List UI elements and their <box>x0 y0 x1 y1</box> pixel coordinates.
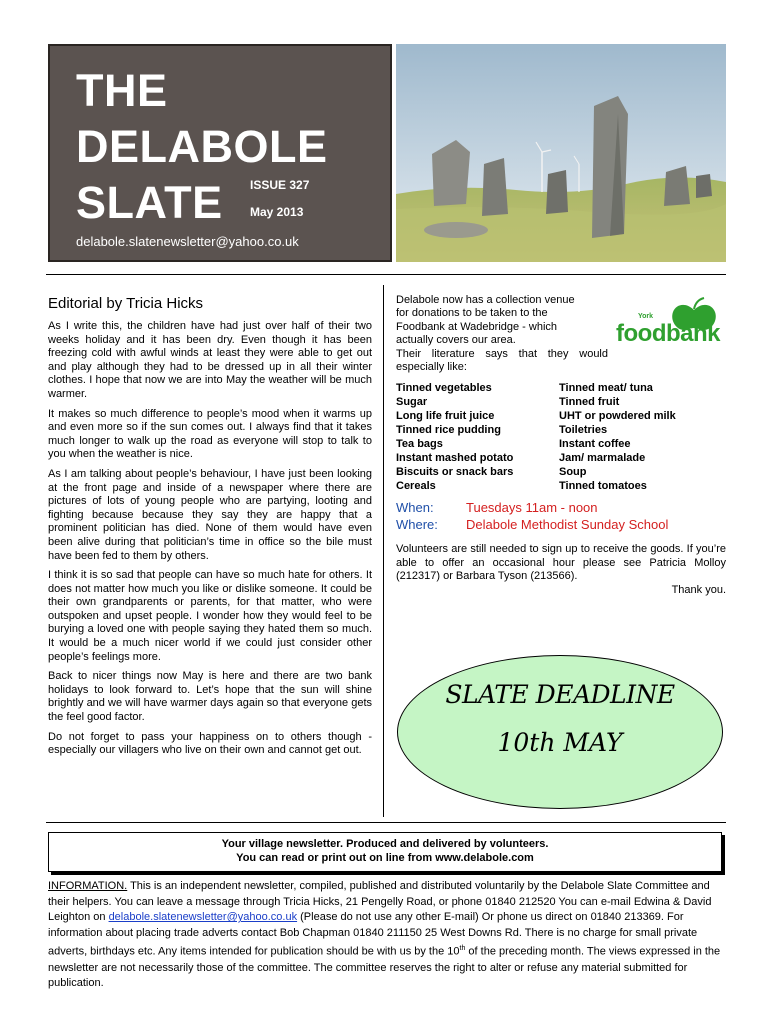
where-value: Delabole Methodist Sunday School <box>466 517 669 533</box>
bottom-rule <box>46 822 726 823</box>
foodbank-intro-cont: Their literature says that they would especially like: <box>396 347 608 374</box>
foodbank-logo <box>616 296 731 361</box>
masthead-title-line3: SLATE <box>76 177 223 228</box>
foodbank-intro-line: actually covers our area. <box>396 334 516 347</box>
masthead-title-line2: DELABOLE <box>76 121 328 172</box>
editorial-paragraph: As I am talking about people’s behaviour, I have just been looking at the front page and inside of a newspaper where there are pictures of lots of young people who are partying, looting and fighting because because they say they are happy that a prominent politician has died. None of them would have even been alive during that politician’s time in office so the bile must have been fed to them by others. <box>48 467 372 562</box>
column-divider <box>383 285 384 817</box>
email-link[interactable]: delabole.slatenewsletter@yahoo.co.uk <box>108 911 298 924</box>
list-item: Tinned vegetables Tinned meat/ tuna <box>396 382 653 395</box>
volunteers-text: Volunteers are still needed to sign up to receive the goods. If you’re able to offer an occasional hour please see Patricia Molloy (212317) or Barbara Tyson (213566). <box>396 543 726 583</box>
list-item: Long life fruit juice UHT or powdered milk <box>396 410 676 423</box>
foodbank-intro-line: Delabole now has a collection venue <box>396 294 575 306</box>
foodbank-intro-line: Foodbank at Wadebridge - which <box>396 320 558 333</box>
deadline-oval <box>397 655 723 809</box>
foodbank-logo-text: foodbank <box>616 320 720 347</box>
deadline-date: 10th MAY <box>497 728 623 757</box>
information-text: This is an independent newsletter, compiled, published and distributed voluntarily by the Delabole Slate Committee and their helpers. You can leave a message through Tricia Hicks, 21 Pengelly Road, or phone 01840 212520 You can e-mail Edwina & David Leighton on <box>48 880 712 924</box>
standing-stones-photo <box>396 44 726 262</box>
when-value: Tuesdays 11am - noon <box>466 500 598 516</box>
footer-line1: Your village newsletter. Produced and delivered by volunteers. <box>221 838 549 850</box>
superscript: th <box>459 945 466 953</box>
deadline-title: SLATE DEADLINE <box>445 680 675 709</box>
editorial-paragraph: I think it is so sad that people can have so much hate for others. It does not matter how much you like or dislike someone. It could be their own grandparents or parents, for that matter, who were outspoken and upset people. I wonder how they would feel to be burying a loved one with people saying they hated them so much. It would be a much nicer world if we could just consider other people’s feelings more. <box>48 569 372 663</box>
list-item: Tea bags Instant coffee <box>396 438 631 451</box>
masthead-email: delabole.slatenewsletter@yahoo.co.uk <box>76 234 299 249</box>
editorial-column <box>48 295 372 764</box>
thank-you: Thank you. <box>671 583 726 596</box>
when-label: When: <box>396 500 434 516</box>
foodbank-intro-line: for donations to be taken to the <box>396 307 548 320</box>
wanted-items-list <box>396 381 726 493</box>
foodbank-column <box>396 294 726 597</box>
footer-box <box>48 832 722 872</box>
collection-where <box>396 516 726 533</box>
editorial-paragraph: As I write this, the children have had just over half of their two weeks holiday and it has been dry. Even though it has been freezing cold with awful winds at least they were able to get out and play although they had to be dressed up in all their winter clothes. I hope that now we are into May the weather will be much warmer. <box>48 320 372 400</box>
issue-date: May 2013 <box>250 205 304 219</box>
list-item: Biscuits or snack bars Soup <box>396 466 587 479</box>
information-text: of the preceding month. The views expressed in the newsletter are not necessarily those of the committee. The committee reserves the right to alter or refuse any material submitted for publication. <box>48 946 721 990</box>
editorial-paragraph: It makes so much difference to people’s mood when it warms up and even more so if the sun comes out. I always find that it takes much longer to walk up the road as everyone will stop to talk to you when the weather is nice. <box>48 407 372 461</box>
foodbank-logo-small: York <box>638 313 654 320</box>
where-label: Where: <box>396 517 438 533</box>
masthead-title-line1: THE <box>76 65 168 116</box>
information-block <box>48 879 724 992</box>
top-rule <box>46 274 726 275</box>
list-item: Tinned rice pudding Toiletries <box>396 424 608 437</box>
collection-when <box>396 499 726 516</box>
information-text: (Please do not use any other E-mail) Or phone us direct on 01840 213369. For information about placing trade adverts contact Bob Chapman 01840 211150 25 West Downs Rd. There is no charge for small private adverts, birthdays etc. Any items intended for publication should be with us by the 10 <box>48 911 698 959</box>
editorial-paragraph: Do not forget to pass your happiness on to others though - especially our villagers who live on their own and cannot get out. <box>48 730 372 757</box>
editorial-paragraph: Back to nicer things now May is here and there are two bank holidays to look forward to. Let’s hope that the sun will shine brightly and we will have warmer days again so that everyone gets the feel good factor. <box>48 670 372 724</box>
masthead <box>48 44 392 262</box>
standing-stones-icon <box>396 44 726 262</box>
issue-number: ISSUE 327 <box>250 178 310 192</box>
editorial-heading: Editorial by Tricia Hicks <box>48 295 204 312</box>
list-item: Cereals Tinned tomatoes <box>396 480 647 493</box>
information-label: INFORMATION. <box>48 880 128 892</box>
footer-line2: You can read or print out on line from www.delabole.com <box>236 852 534 864</box>
list-item: Sugar Tinned fruit <box>396 396 620 409</box>
list-item: Instant mashed potato Jam/ marmalade <box>396 452 646 465</box>
